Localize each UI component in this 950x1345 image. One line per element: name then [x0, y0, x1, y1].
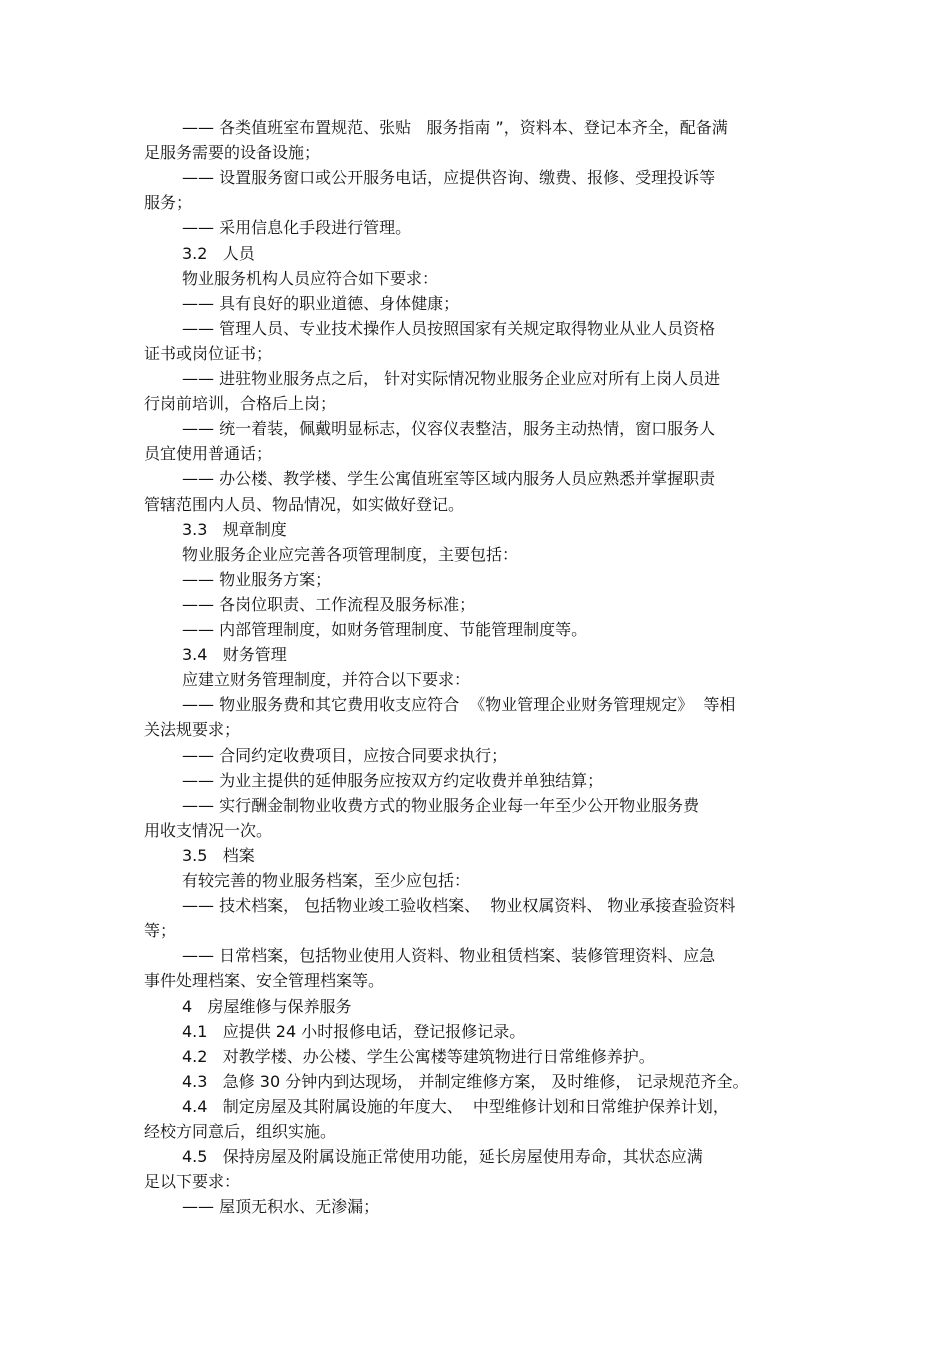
text-line: 关法规要求； — [144, 720, 241, 740]
text-line: 3.4 财务管理 — [182, 645, 287, 665]
text-line: —— 采用信息化手段进行管理。 — [182, 218, 412, 238]
text-line: —— 物业服务费和其它费用收支应符合 《物业管理企业财务管理规定》 等相 — [182, 695, 736, 715]
text-line: —— 管理人员、专业技术操作人员按照国家有关规定取得物业从业人员资格 — [182, 318, 716, 338]
text-line: 物业服务企业应完善各项管理制度，主要包括： — [182, 544, 519, 564]
text-line: 3.3 规章制度 — [182, 519, 287, 539]
text-line: —— 具有良好的职业道德、身体健康； — [182, 293, 460, 313]
text-line: —— 屋顶无积水、无渗漏； — [182, 1197, 380, 1217]
text-line: —— 进驻物业服务点之后， 针对实际情况物业服务企业应对所有上岗人员进 — [182, 369, 721, 388]
text-line: 足以下要求： — [144, 1172, 241, 1192]
text-line: 有较完善的物业服务档案，至少应包括： — [182, 871, 471, 890]
text-line: —— 内部管理制度，如财务管理制度、节能管理制度等。 — [182, 620, 588, 639]
text-line: 事件处理档案、安全管理档案等。 — [144, 971, 385, 991]
text-line: —— 办公楼、教学楼、学生公寓值班室等区域内服务人员应熟悉并掌握职责 — [182, 469, 716, 489]
text-line: —— 技术档案， 包括物业竣工验收档案、 物业权属资料、 物业承接查验资料 — [182, 896, 736, 916]
text-line: 行岗前培训，合格后上岗； — [144, 394, 337, 414]
text-line: 管辖范围内人员、物品情况，如实做好登记。 — [144, 494, 465, 514]
text-line: 4.1 应提供 24 小时报修电话，登记报修记录。 — [182, 1021, 526, 1041]
text-line: 物业服务机构人员应符合如下要求： — [182, 268, 439, 288]
text-line: 3.2 人员 — [182, 243, 255, 263]
text-line: —— 各类值班室布置规范、张贴 服务指南 ”，资料本、登记本齐全，配备满 — [182, 118, 728, 137]
text-line: —— 日常档案，包括物业使用人资料、物业租赁档案、装修管理资料、应急 — [182, 946, 716, 966]
text-line: 员宜使用普通话； — [144, 444, 273, 464]
text-line: 4.4 制定房屋及其附属设施的年度大、 中型维修计划和日常维护保养计划， — [182, 1096, 729, 1116]
text-line: —— 各岗位职责、工作流程及服务标准； — [182, 594, 476, 614]
text-line: —— 设置服务窗口或公开服务电话，应提供咨询、缴费、报修、受理投诉等 — [182, 168, 716, 188]
text-line: —— 实行酬金制物业收费方式的物业服务企业每一年至少公开物业服务费 — [182, 795, 700, 815]
text-line: 4 房屋维修与保养服务 — [182, 996, 352, 1016]
text-line: 等； — [144, 921, 177, 941]
text-line: 4.2 对教学楼、办公楼、学生公寓楼等建筑物进行日常维修养护。 — [182, 1046, 655, 1066]
text-line: —— 为业主提供的延伸服务应按双方约定收费并单独结算； — [182, 770, 604, 790]
text-line: 用收支情况一次。 — [144, 820, 273, 840]
text-line: 足服务需要的设备设施； — [144, 143, 321, 163]
text-line: —— 物业服务方案； — [182, 569, 332, 589]
text-line: 经校方同意后，组织实施。 — [144, 1122, 337, 1141]
text-line: —— 合同约定收费项目，应按合同要求执行； — [182, 745, 508, 765]
text-line: 4.3 急修 30 分钟内到达现场， 并制定维修方案， 及时维修， 记录规范齐全。 — [182, 1071, 749, 1091]
text-line: 应建立财务管理制度，并符合以下要求： — [182, 670, 471, 690]
text-line: —— 统一着装，佩戴明显标志，仪容仪表整洁，服务主动热情，窗口服务人 — [182, 419, 716, 439]
text-line: 服务； — [144, 193, 193, 213]
text-line: 证书或岗位证书； — [144, 343, 273, 363]
text-line: 4.5 保持房屋及附属设施正常使用功能，延长房屋使用寿命，其状态应满 — [182, 1147, 703, 1167]
text-line: 3.5 档案 — [182, 845, 255, 865]
